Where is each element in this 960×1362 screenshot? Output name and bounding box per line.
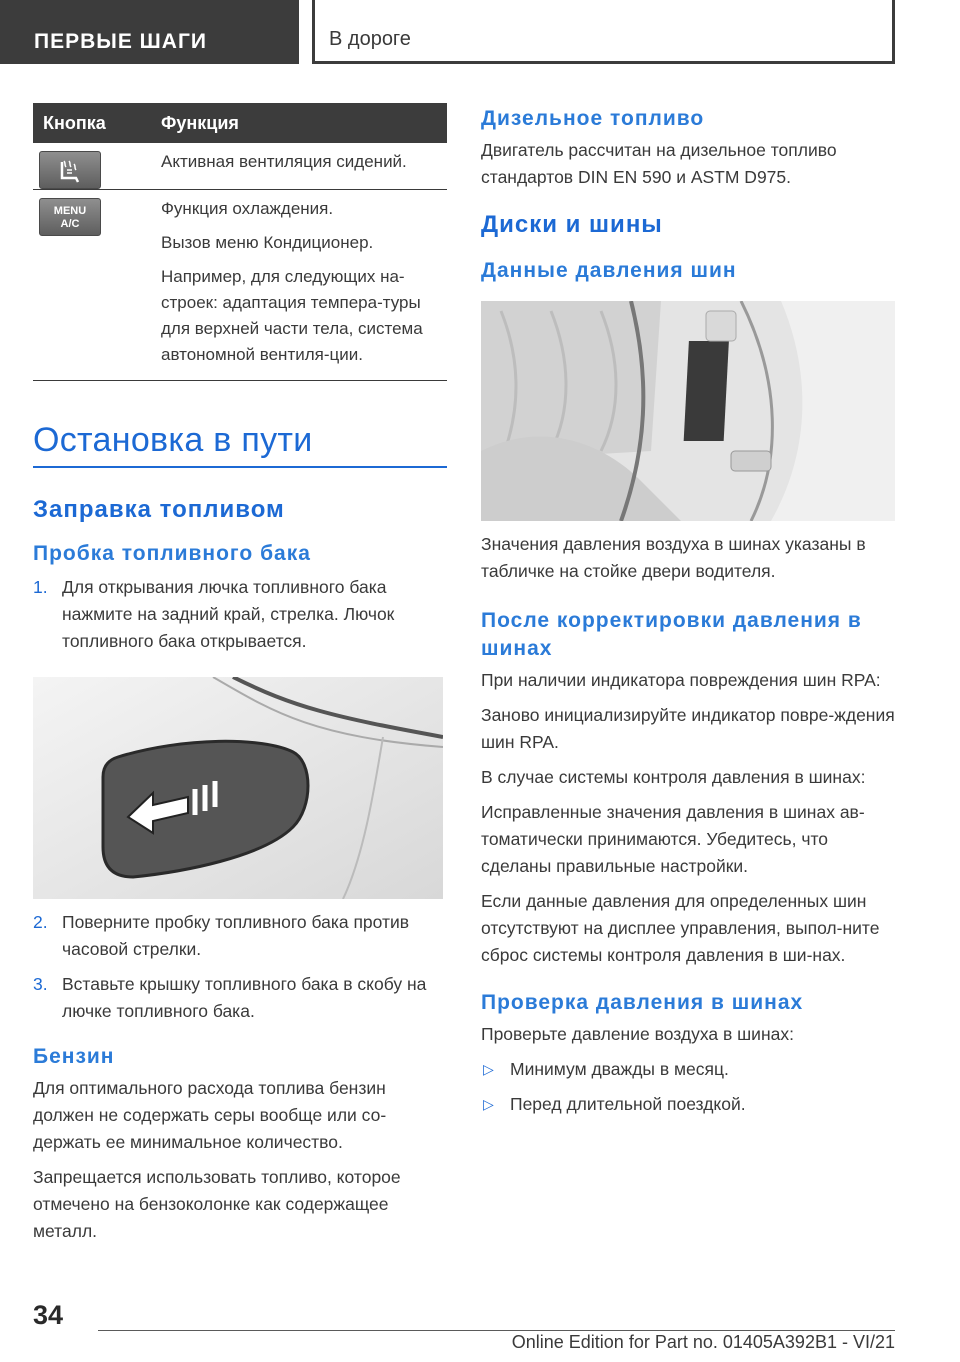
footer-divider [98,1330,895,1331]
column-header-button: Кнопка [33,103,161,143]
triangle-bullet-icon: ▷ [483,1096,494,1112]
section-title: ПЕРВЫЕ ШАГИ [34,30,207,53]
heading-refueling: Заправка топливом [33,496,285,523]
function-text: Вызов меню Кондиционер. [161,233,374,252]
list-item: 2. Поверните пробку топливного бака против часовой стрелки. [33,912,410,959]
paragraph: Проверьте давление воздуха в шинах: [481,1024,794,1044]
function-text: Например, для следующих на-строек: адаптация темпера-туры для верхней части тела, система автономной вентиля-ции. [161,267,423,364]
edition-note: Online Edition for Part no. 01405A392B1 - VI/21 [511,1332,895,1352]
list-item: 1. Для открывания лючка топливного бака нажмите на задний край, стрелка. Лючок топливного бака открывается. [33,577,395,651]
paragraph: Если данные давления для определенных шин отсутствуют на дисплее управления, выпол-ните сброс системы контроля давления в ши-нах. [481,891,880,965]
table-row [33,143,447,190]
list-item: ▷ Перед длительной поездкой. [481,1091,895,1118]
list-item: ▷ Минимум дважды в месяц. [481,1056,895,1083]
steps-list [33,574,447,655]
column-header-function: Функция [161,103,447,143]
heading-after-correction: После корректировки давления в шинах [481,609,862,660]
door-pillar-image [481,301,895,521]
paragraph: Запрещается использовать топливо, которое отмечено на бензоколонке как содержащее металл. [33,1167,401,1241]
chapter-tab [312,0,895,64]
function-text: Активная вентиляция сидений. [161,152,407,171]
steps-list [33,909,447,1025]
left-column [33,103,447,1253]
image-caption: Значения давления воздуха в шинах указаны в табличке на стойке двери водителя. [481,534,866,581]
heading-check-pressure: Проверка давления в шинах [481,991,804,1014]
paragraph: При наличии индикатора повреждения шин RPA: [481,670,881,690]
menu-ac-button-icon: MENU A/C [39,198,101,236]
heading-fuel-cap: Пробка топливного бака [33,542,311,565]
right-column [481,103,895,1126]
paragraph: Двигатель рассчитан на дизельное топливо стандартов DIN EN 590 и ASTM D975. [481,140,837,187]
heading-petrol: Бензин [33,1045,115,1068]
heading-wheels-tires: Диски и шины [481,211,663,238]
list-item: 3. Вставьте крышку топливного бака в скобу на лючке топливного бака. [33,974,427,1021]
function-text: Функция охлаждения. [161,199,334,218]
bullet-list [481,1056,895,1118]
chapter-title: В дороге [329,28,411,50]
triangle-bullet-icon: ▷ [483,1061,494,1077]
paragraph: Для оптимального расхода топлива бензин должен не содержать серы вообще или со-держать ее минимальное количество. [33,1078,387,1152]
heading-diesel: Дизельное топливо [481,107,705,130]
fuel-flap-image [33,677,443,899]
heading-stop-on-road: Остановка в пути [33,421,447,468]
section-tab [0,0,299,64]
function-table [33,103,447,381]
paragraph: В случае системы контроля давления в шинах: [481,767,866,787]
paragraph: Исправленные значения давления в шинах ав-томатически принимаются. Убедитесь, что сделаны правильные настройки. [481,802,865,876]
page-number: 34 [33,1300,64,1330]
paragraph: Заново инициализируйте индикатор повре-ждения шин RPA. [481,705,895,752]
seat-ventilation-icon [39,151,101,189]
heading-tire-pressure-data: Данные давления шин [481,259,737,282]
table-header [33,103,447,143]
table-row [33,190,447,381]
